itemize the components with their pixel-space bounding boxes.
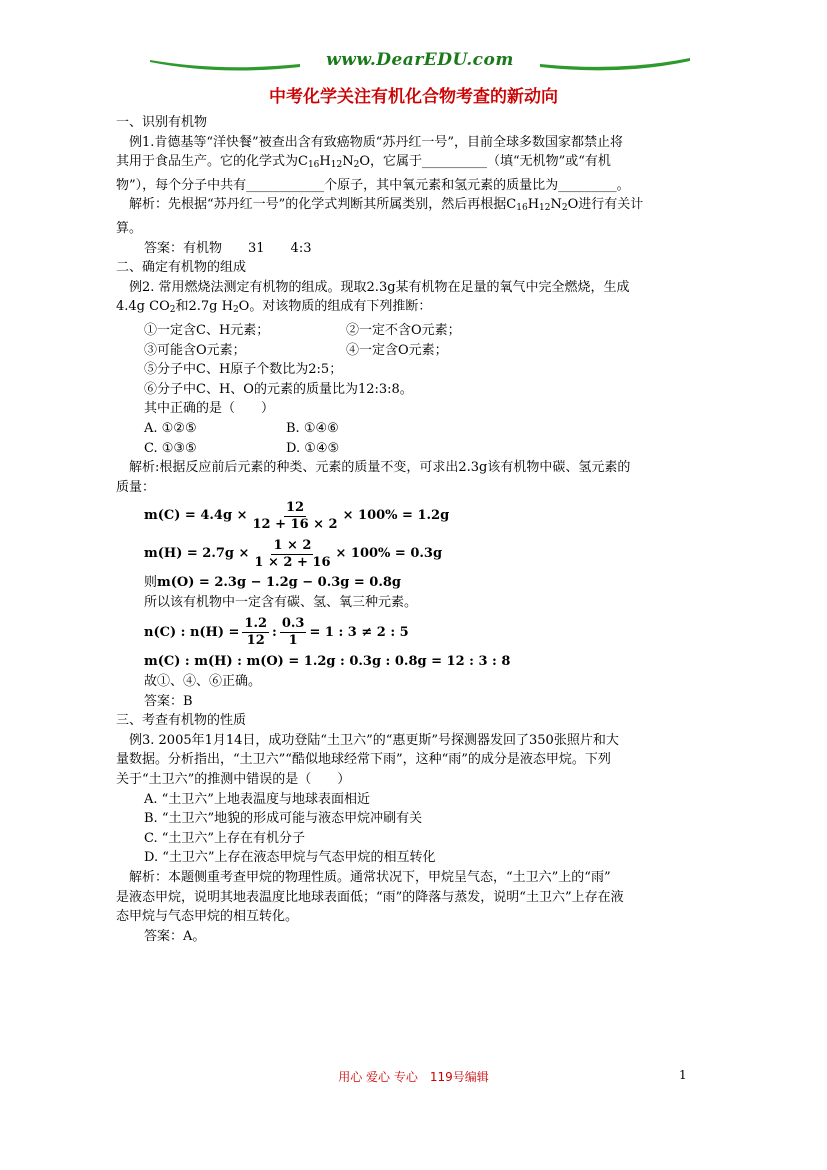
choice-text: A. “土卫六”上地表温度与地球表面相近 bbox=[144, 791, 370, 807]
formula-mass-ratio: m(C) : m(H) : m(O) = 1.2g : 0.3g : 0.8g = 12 : 3 : 8 bbox=[144, 654, 511, 670]
site-url: www.DearEDU.com bbox=[326, 50, 514, 70]
page-number: 1 bbox=[679, 1068, 687, 1082]
analysis-text: 算。 bbox=[116, 220, 143, 236]
statement-row: ①一定含C、H元素； ②一定不含O元素； bbox=[144, 322, 461, 338]
analysis-text: 是液态甲烷，说明其地表温度比地球表面低；“雨”的降落与蒸发，说明“土卫六”上存在液 bbox=[116, 889, 624, 905]
question-text: 其中正确的是（ ） bbox=[144, 401, 275, 417]
formula-mass-o: 则m(O) = 2.3g − 1.2g − 0.3g = 0.8g bbox=[144, 575, 402, 591]
statement-row: ③可能含O元素； ④一定含O元素； bbox=[144, 342, 448, 358]
formula-atom-ratio: n(C) : n(H) = $\frac{1.2}{12}$ : $\frac{0.3}{1}$ = 1 : 3 ≠ 2 : 5 bbox=[144, 615, 409, 648]
section-heading: 三、考查有机物的性质 bbox=[116, 713, 247, 729]
answer-text: 答案：A。 bbox=[144, 928, 206, 944]
section-heading: 二、确定有机物的组成 bbox=[116, 260, 247, 276]
result-text: 故①、④、⑥正确。 bbox=[144, 674, 262, 690]
example-text: 关于“土卫六”的推测中错误的是（ ） bbox=[116, 772, 351, 788]
statement-text: ⑤分子中C、H原子个数比为2:5； bbox=[144, 362, 343, 378]
analysis-text: 解析：先根据“苏丹红一号”的化学式判断其所属类别，然后再根据$C_{16}H_{12}N_2O$进行有关计 bbox=[129, 197, 644, 214]
article-body bbox=[116, 113, 716, 946]
example-text: 例1.肯德基等“洋快餐”被查出含有致癌物质“苏丹红一号”，目前全球多数国家都禁止将 bbox=[129, 134, 623, 150]
example-text: 量数据。分析指出，“土卫六”“酷似地球经常下雨”，这种“雨”的成分是液态甲烷。下列 bbox=[116, 752, 611, 768]
choice-text: B. “土卫六”地貌的形成可能与液态甲烷冲刷有关 bbox=[144, 811, 423, 827]
answer-text: 答案：有机物 31 4:3 bbox=[144, 240, 312, 256]
section-heading: 一、识别有机物 bbox=[116, 115, 208, 130]
example-text: 例3. 2005年1月14日，成功登陆“土卫六”的“惠更斯”号探测器发回了350张照片和大 bbox=[129, 732, 619, 748]
choice-text: D. “土卫六”上存在液态甲烷与气态甲烷的相互转化 bbox=[144, 850, 436, 866]
analysis-text: 态甲烷与气态甲烷的相互转化。 bbox=[116, 909, 299, 925]
example-text: 4.4g $CO_2$和2.7g $H_2O$。对该物质的组成有下列推断： bbox=[116, 299, 432, 316]
analysis-text: 解析：本题侧重考查甲烷的物理性质。通常状况下，甲烷呈气态，“土卫六”上的“雨” bbox=[129, 870, 611, 885]
site-banner bbox=[150, 50, 690, 78]
choice-text: C. “土卫六”上存在有机分子 bbox=[144, 830, 306, 846]
answer-text: 答案：B bbox=[144, 693, 193, 709]
page-footer: 用心 爱心 专心 119号编辑 bbox=[338, 1070, 489, 1084]
analysis-text: 质量： bbox=[116, 479, 156, 495]
choice-row: C. ①③⑤ D. ①④⑤ bbox=[144, 440, 340, 456]
formula-mass-c: m(C) = 4.4g × $\frac{12}{12 + 16 \times 2}$ × 100% = 1.2g bbox=[144, 499, 450, 532]
example-text: 物”），每个分子中共有____________个原子，其中氧元素和氢元素的质量比为_________。 bbox=[116, 177, 630, 193]
conclusion-text: 所以该有机物中一定含有碳、氢、氧三种元素。 bbox=[144, 594, 418, 610]
formula-mass-h: m(H) = 2.7g × $\frac{1 \times 2}{1 \times 2 + 16}$ × 100% = 0.3g bbox=[144, 537, 443, 570]
example-text: 其用于食品生产。它的化学式为$C_{16}H_{12}N_2O$，它属于__________（填“无机物”或“有机 bbox=[116, 154, 611, 171]
statement-text: ⑥分子中C、H、O的元素的质量比为12:3:8。 bbox=[144, 381, 413, 397]
page-title: 中考化学关注有机化合物考查的新动向 bbox=[269, 87, 558, 107]
example-text: 例2. 常用燃烧法测定有机物的组成。现取2.3g某有机物在足量的氧气中完全燃烧，生成 bbox=[129, 279, 630, 295]
choice-row: A. ①②⑤ B. ①④⑥ bbox=[144, 420, 339, 436]
analysis-text: 解析:根据反应前后元素的种类、元素的质量不变，可求出2.3g该有机物中碳、氢元素的 bbox=[129, 460, 631, 476]
